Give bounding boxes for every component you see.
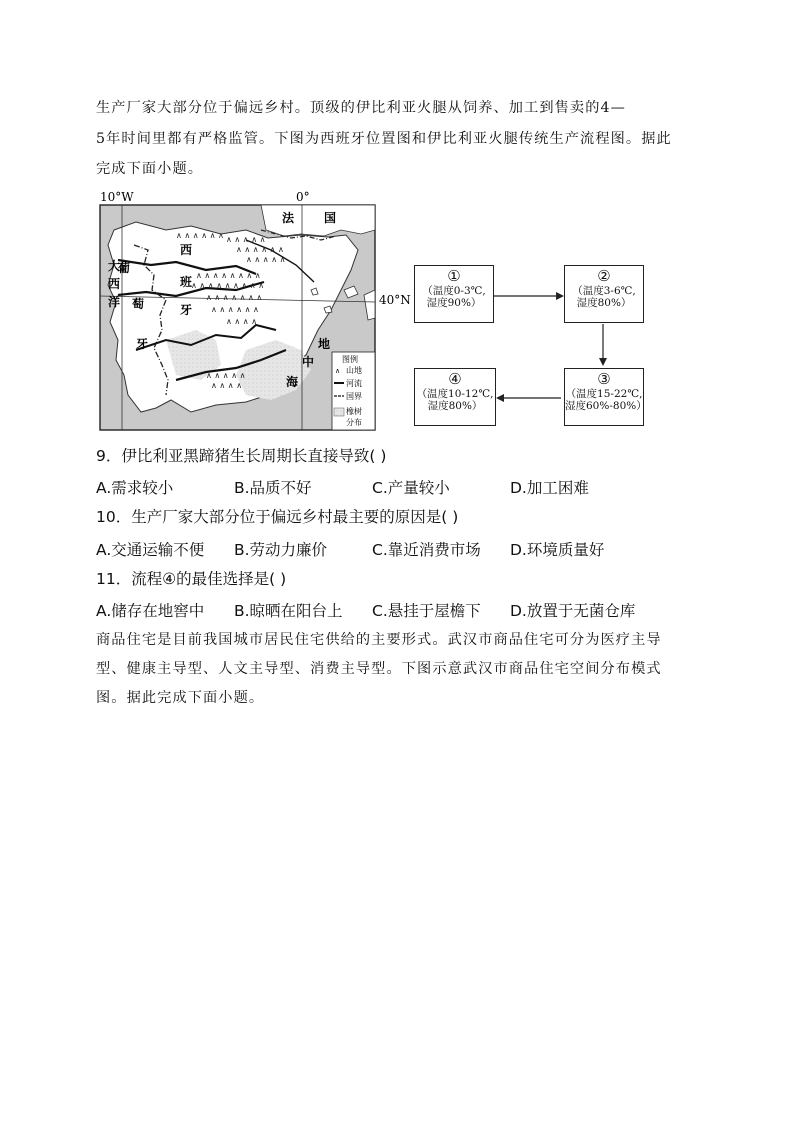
svg-text:∧ ∧ ∧ ∧: ∧ ∧ ∧ ∧ [211, 381, 243, 390]
step-3-number: ③ [597, 370, 611, 388]
q10-option-c[interactable]: C.靠近消费市场 [372, 541, 481, 559]
step-1-line-2: 湿度90%） [426, 297, 482, 309]
label-10w: 10°W [100, 190, 134, 204]
figure-spain-map-and-flow [96, 190, 696, 435]
label-40n: 40°N [379, 293, 411, 307]
question-11-stem: 11．流程④的最佳选择是( ) [96, 570, 287, 588]
map-legend [332, 352, 375, 430]
intro-paragraph [96, 93, 706, 185]
flow-step-3 [564, 368, 647, 426]
q11-option-a[interactable]: A.储存在地窖中 [96, 602, 205, 620]
step-2-line-1: （温度3-6℃, [572, 285, 636, 297]
step-1-number: ① [447, 267, 461, 285]
intro-line-2: 5年时间里都有严格监管。下图为西班牙位置图和伊比利亚火腿传统生产流程图。据此 [96, 130, 672, 147]
legend-oak: 橡树 [346, 407, 362, 416]
step-4-line-1: （温度10-12℃, [416, 388, 494, 400]
step-4-number: ④ [448, 370, 462, 388]
intro-line-3: 完成下面小题。 [96, 161, 204, 177]
label-portugal-1: 葡 [118, 261, 131, 275]
label-ocean-2: 西 [108, 277, 121, 291]
label-sea-3: 海 [286, 375, 299, 389]
legend-mountain-icon: ∧ [335, 367, 341, 375]
legend-border: 国界 [346, 392, 362, 401]
svg-text:∧ ∧ ∧ ∧ ∧: ∧ ∧ ∧ ∧ ∧ [226, 235, 266, 244]
legend-mountain: 山地 [346, 366, 362, 375]
outro-line-2: 型、健康主导型、人文主导型、消费主导型。下图示意武汉市商品住宅空间分布模式 [96, 661, 662, 677]
q10-option-d[interactable]: D.环境质量好 [510, 541, 605, 559]
label-portugal-2: 萄 [132, 297, 145, 311]
outro-line-1: 商品住宅是目前我国城市居民住宅供给的主要形式。武汉市商品住宅可分为医疗主导 [96, 632, 662, 648]
arrow-2-3-head [599, 358, 607, 366]
label-sea-2: 中 [302, 355, 315, 369]
step-2-line-2: 湿度80%） [576, 297, 632, 309]
question-10-stem: 10．生产厂家大部分位于偏远乡村最主要的原因是( ) [96, 508, 459, 526]
legend-oak-2: 分布 [346, 418, 362, 427]
svg-text:∧ ∧ ∧ ∧ ∧ ∧: ∧ ∧ ∧ ∧ ∧ ∧ [236, 245, 284, 254]
flow-step-1 [414, 265, 494, 323]
label-sea-1: 地 [318, 337, 331, 351]
label-portugal-3: 牙 [136, 337, 149, 351]
step-4-line-2: 湿度80%） [427, 400, 483, 412]
question-9-stem: 9．伊比利亚黑蹄猪生长周期长直接导致( ) [96, 447, 387, 465]
outro-line-3: 图。据此完成下面小题。 [96, 690, 265, 706]
q11-option-d[interactable]: D.放置于无菌仓库 [510, 602, 636, 620]
q9-option-d[interactable]: D.加工困难 [510, 479, 589, 497]
svg-text:∧ ∧ ∧ ∧ ∧ ∧: ∧ ∧ ∧ ∧ ∧ ∧ [176, 231, 224, 240]
step-2-number: ② [597, 267, 611, 285]
intro-line-1: 生产厂家大部分位于偏远乡村。顶级的伊比利亚火腿从饲养、加工到售卖的4— [96, 100, 626, 116]
q9-option-a[interactable]: A.需求较小 [96, 479, 174, 497]
svg-text:∧ ∧ ∧ ∧ ∧ ∧ ∧ ∧ ∧: ∧ ∧ ∧ ∧ ∧ ∧ ∧ ∧ ∧ [191, 281, 265, 290]
step-3-line-1: （温度15-22℃, [565, 388, 643, 400]
legend-river: 河流 [346, 379, 362, 388]
q11-option-c[interactable]: C.悬挂于屋檐下 [372, 602, 481, 620]
q10-option-b[interactable]: B.劳动力廉价 [234, 541, 328, 559]
label-france-2: 国 [324, 211, 337, 225]
flow-step-4 [414, 368, 496, 426]
q10-option-a[interactable]: A.交通运输不便 [96, 541, 205, 559]
svg-text:∧ ∧ ∧ ∧: ∧ ∧ ∧ ∧ [226, 317, 258, 326]
step-1-line-1: （温度0-3℃, [422, 285, 486, 297]
label-0: 0° [296, 190, 310, 204]
svg-text:∧ ∧ ∧ ∧ ∧: ∧ ∧ ∧ ∧ ∧ [206, 371, 246, 380]
arrow-3-4-head [496, 394, 504, 402]
label-france-1: 法 [282, 211, 295, 225]
q11-option-b[interactable]: B.晾晒在阳台上 [234, 602, 343, 620]
outro-paragraph [96, 626, 706, 713]
label-spain-3: 牙 [180, 303, 193, 317]
svg-text:∧ ∧ ∧ ∧ ∧: ∧ ∧ ∧ ∧ ∧ [246, 255, 286, 264]
flow-step-2 [564, 265, 644, 323]
svg-text:∧ ∧ ∧ ∧ ∧ ∧ ∧: ∧ ∧ ∧ ∧ ∧ ∧ ∧ [206, 293, 263, 302]
q9-option-b[interactable]: B.品质不好 [234, 479, 312, 497]
france-land [261, 205, 375, 236]
arrow-1-2-head [556, 292, 564, 300]
label-ocean-1: 大 [108, 259, 121, 273]
label-spain-1: 西 [180, 243, 193, 257]
svg-text:∧ ∧ ∧ ∧ ∧ ∧: ∧ ∧ ∧ ∧ ∧ ∧ [211, 305, 259, 314]
step-3-line-2: 湿度60%-80%） [565, 400, 647, 412]
legend-title: 图例 [342, 355, 358, 364]
legend-oak-icon [334, 408, 344, 416]
svg-text:∧ ∧ ∧ ∧ ∧ ∧ ∧ ∧: ∧ ∧ ∧ ∧ ∧ ∧ ∧ ∧ [196, 271, 261, 280]
label-ocean-3: 洋 [108, 295, 121, 309]
label-spain-2: 班 [180, 275, 193, 289]
q9-option-c[interactable]: C.产量较小 [372, 479, 450, 497]
